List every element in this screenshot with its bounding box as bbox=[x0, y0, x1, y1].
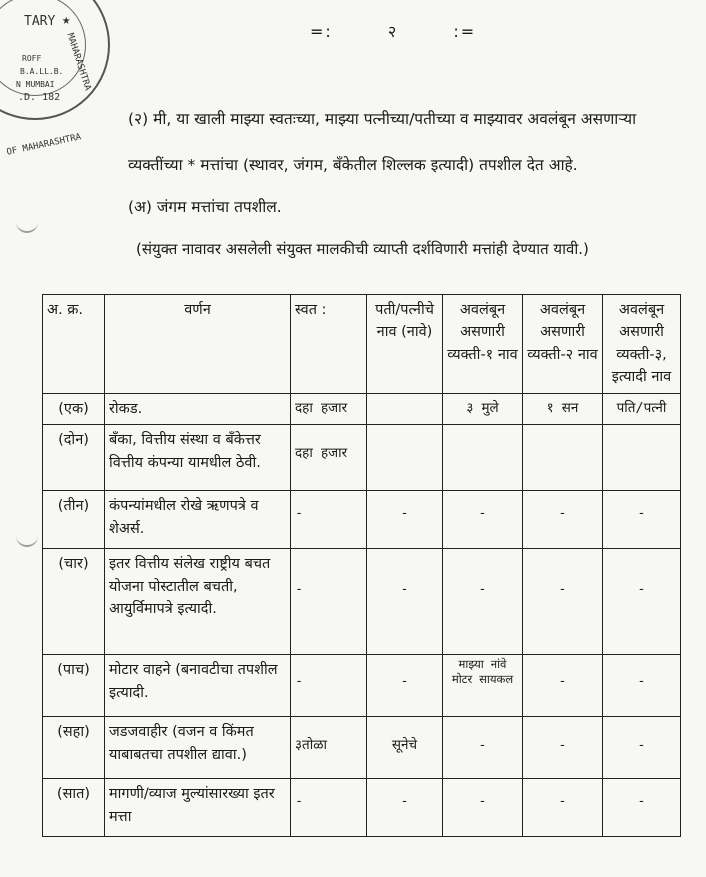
row-dependent-3-value bbox=[603, 425, 681, 491]
header-serial-no: अ. क्र. bbox=[43, 295, 105, 394]
notary-seal bbox=[0, 0, 110, 158]
row-self-value: दहा हजार bbox=[291, 425, 367, 491]
table-row bbox=[43, 717, 681, 779]
row-dependent-2-value: - bbox=[523, 779, 603, 837]
intro-line-2: व्यक्तींच्या * मत्तांचा (स्थावर, जंगम, बँकेतील शिल्लक इत्यादी) तपशील देत आहे. bbox=[128, 156, 578, 174]
seal-text-reg: .D. 182 bbox=[18, 92, 61, 103]
row-description: जडजवाहीर (वजन व किंमत याबाबतचा तपशील द्यावा.) bbox=[105, 717, 291, 779]
row-number: (सात) bbox=[43, 779, 105, 837]
intro-line-1: (२) मी, या खाली माझ्या स्वतःच्या, माझ्या पत्नीच्या/पतीच्या व माझ्यावर अवलंबून असणाऱ्या bbox=[128, 110, 637, 128]
page-left-mark: =: bbox=[310, 22, 333, 41]
row-description: रोकड. bbox=[105, 393, 291, 424]
header-dependent-2: अवलंबून असणारी व्यक्ती-२ नाव bbox=[523, 295, 603, 394]
joint-ownership-note: (संयुक्त नावावर असलेली संयुक्त मालकीची व्याप्ती दर्शविणारी मत्तांही देण्यात यावी.) bbox=[136, 240, 589, 258]
header-self: स्वत : bbox=[291, 295, 367, 394]
seal-star-icon: ★ bbox=[62, 12, 71, 28]
table-row bbox=[43, 393, 681, 424]
row-dependent-2-value: - bbox=[523, 549, 603, 655]
row-spouse-value bbox=[367, 425, 443, 491]
row-number: (दोन) bbox=[43, 425, 105, 491]
seal-text-city: N MUMBAI bbox=[16, 80, 55, 89]
row-description: मागणी/व्याज मुल्यांसारख्या इतर मत्ता bbox=[105, 779, 291, 837]
row-dependent-3-value: - bbox=[603, 717, 681, 779]
row-spouse-value: सूनेचे bbox=[367, 717, 443, 779]
row-dependent-3-value: - bbox=[603, 655, 681, 717]
row-spouse-value bbox=[367, 393, 443, 424]
seal-text-degree: B.A.LL.B. bbox=[20, 67, 64, 76]
row-number: (तीन) bbox=[43, 491, 105, 549]
row-dependent-3-value: पति/पत्नी bbox=[603, 393, 681, 424]
row-dependent-2-value: - bbox=[523, 491, 603, 549]
table-row bbox=[43, 549, 681, 655]
movable-assets-table bbox=[42, 294, 681, 837]
row-description: बँका, वित्तीय संस्था व बँकेत्तर वित्तीय कंपन्या यामधील ठेवी. bbox=[105, 425, 291, 491]
row-dependent-1-value bbox=[443, 425, 523, 491]
row-spouse-value: - bbox=[367, 779, 443, 837]
header-dependent-1: अवलंबून असणारी व्यक्ती-१ नाव bbox=[443, 295, 523, 394]
row-dependent-2-value: - bbox=[523, 655, 603, 717]
row-self-value: ३तोळा bbox=[291, 717, 367, 779]
row-dependent-1-value: - bbox=[443, 491, 523, 549]
row-spouse-value: - bbox=[367, 549, 443, 655]
seal-text-arc-right: MAHARASHTRA bbox=[64, 32, 93, 92]
row-number: (सहा) bbox=[43, 717, 105, 779]
row-dependent-1-value: - bbox=[443, 549, 523, 655]
table-header-row bbox=[43, 295, 681, 394]
page-number: २ bbox=[387, 22, 399, 41]
header-spouse: पती/पत्नीचे नाव (नावे) bbox=[367, 295, 443, 394]
row-dependent-3-value: - bbox=[603, 491, 681, 549]
row-dependent-1-value: - bbox=[443, 779, 523, 837]
row-description: मोटार वाहने (बनावटीचा तपशील इत्यादी. bbox=[105, 655, 291, 717]
row-dependent-2-value bbox=[523, 425, 603, 491]
header-dependent-3: अवलंबून असणारी व्यक्ती-३, इत्यादी नाव bbox=[603, 295, 681, 394]
page-right-mark: := bbox=[453, 22, 477, 41]
row-number: (एक) bbox=[43, 393, 105, 424]
row-self-value: - bbox=[291, 549, 367, 655]
table-row bbox=[43, 655, 681, 717]
row-dependent-1-value: - bbox=[443, 717, 523, 779]
row-number: (चार) bbox=[43, 549, 105, 655]
table-row bbox=[43, 779, 681, 837]
row-self-value: - bbox=[291, 779, 367, 837]
row-dependent-2-value: - bbox=[523, 717, 603, 779]
table-row bbox=[43, 491, 681, 549]
row-spouse-value: - bbox=[367, 655, 443, 717]
row-dependent-3-value: - bbox=[603, 779, 681, 837]
header-description: वर्णन bbox=[105, 295, 291, 394]
seal-text-top: TARY bbox=[24, 14, 56, 29]
row-dependent-3-value: - bbox=[603, 549, 681, 655]
section-a-heading: (अ) जंगम मत्तांचा तपशील. bbox=[128, 198, 282, 216]
row-spouse-value: - bbox=[367, 491, 443, 549]
seal-text-arc-bottom: OF MAHARASHTRA bbox=[5, 132, 83, 158]
punch-hole-mark bbox=[16, 220, 38, 233]
row-number: (पाच) bbox=[43, 655, 105, 717]
row-description: कंपन्यांमधील रोखे ऋणपत्रे व शेअर्स. bbox=[105, 491, 291, 549]
page-number-header bbox=[310, 20, 524, 42]
row-self-value: दहा हजार bbox=[291, 393, 367, 424]
row-dependent-1-value: माझ्या नांवे मोटर सायकल bbox=[443, 655, 523, 717]
row-dependent-1-value: ३ मुले bbox=[443, 393, 523, 424]
seal-text-name: ROFF bbox=[22, 54, 42, 63]
row-dependent-2-value: १ सन bbox=[523, 393, 603, 424]
row-self-value: - bbox=[291, 491, 367, 549]
table-row bbox=[43, 425, 681, 491]
punch-hole-mark bbox=[16, 534, 38, 547]
row-description: इतर वित्तीय संलेख राष्ट्रीय बचत योजना पोस्टातील बचती, आयुर्विमापत्रे इत्यादी. bbox=[105, 549, 291, 655]
row-self-value: - bbox=[291, 655, 367, 717]
